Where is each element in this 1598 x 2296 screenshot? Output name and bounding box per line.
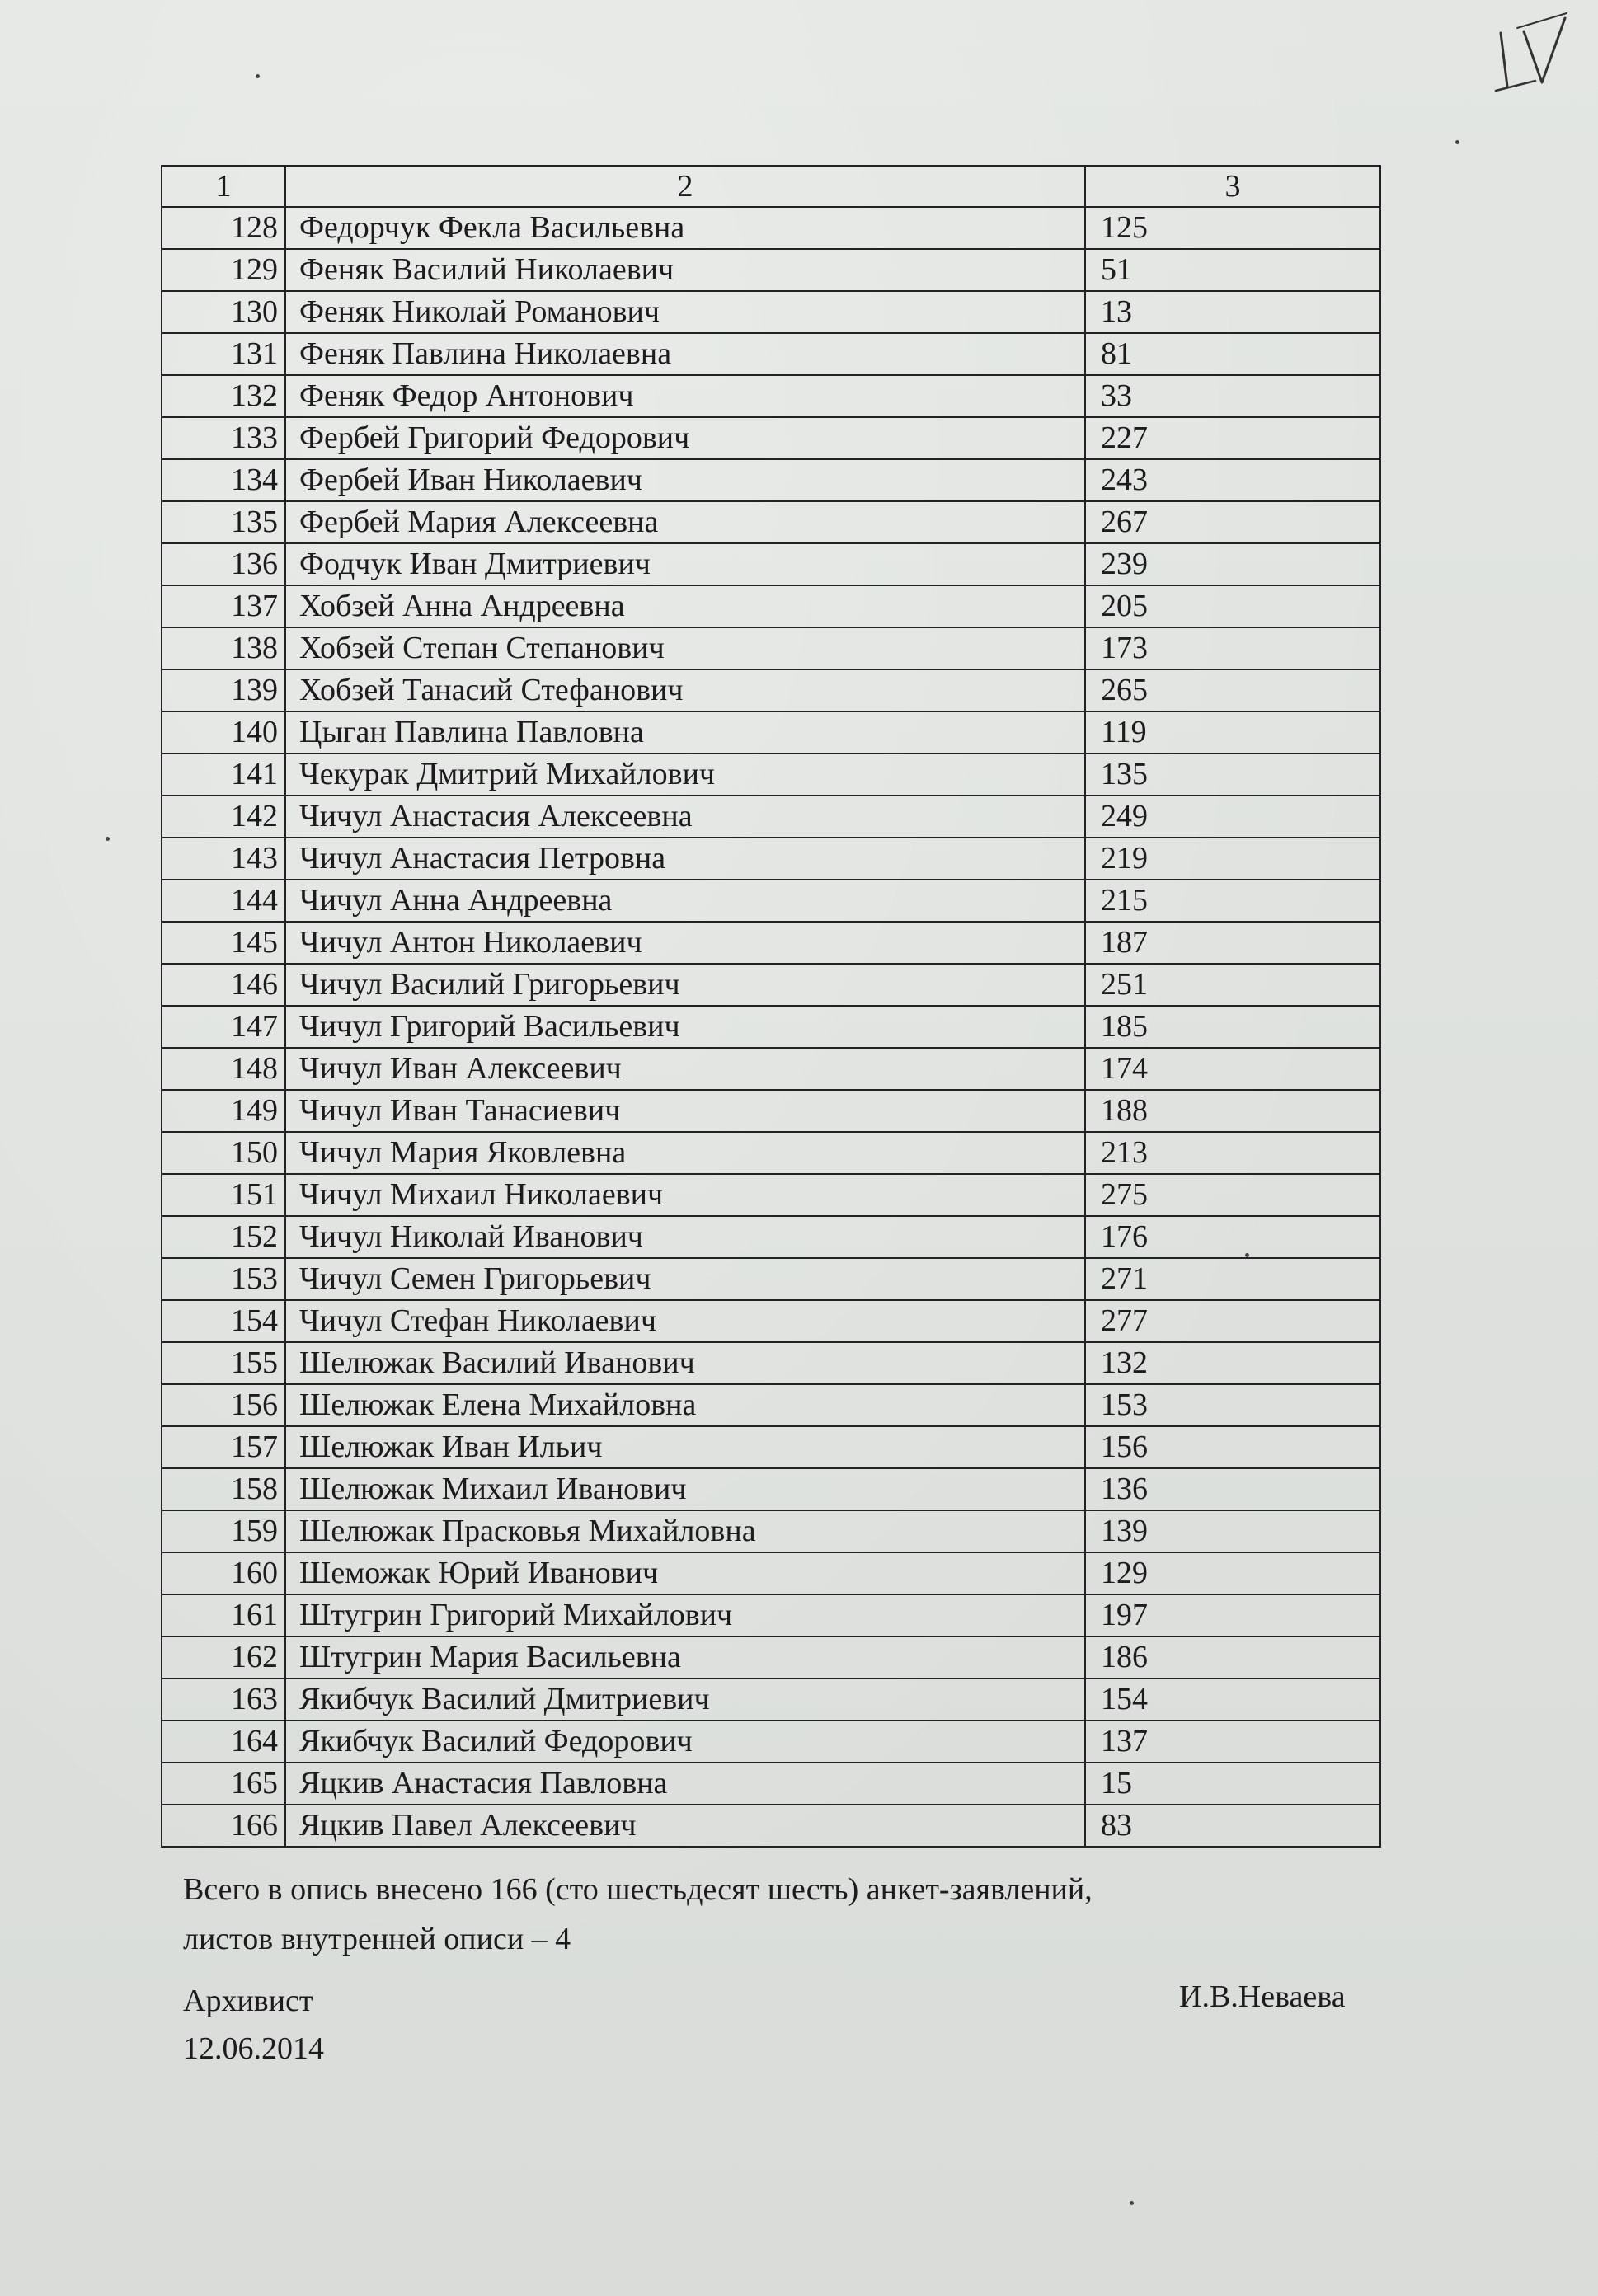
row-value: 139 (1085, 1510, 1380, 1552)
row-number: 130 (162, 291, 285, 333)
row-full-name: Чичул Михаил Николаевич (285, 1174, 1085, 1216)
row-number: 138 (162, 627, 285, 669)
table-row (162, 1048, 1380, 1090)
row-number: 134 (162, 459, 285, 501)
row-number: 139 (162, 669, 285, 711)
row-number: 141 (162, 754, 285, 796)
scan-speck (106, 837, 110, 841)
row-number: 146 (162, 964, 285, 1006)
row-number: 142 (162, 796, 285, 838)
row-full-name: Хобзей Танасий Стефанович (285, 669, 1085, 711)
table-header-row (162, 166, 1380, 207)
row-value: 81 (1085, 333, 1380, 375)
row-full-name: Шелюжак Михаил Иванович (285, 1468, 1085, 1510)
table-row (162, 880, 1380, 922)
row-value: 205 (1085, 585, 1380, 627)
table-row (162, 1552, 1380, 1594)
table-row (162, 1805, 1380, 1847)
row-value: 156 (1085, 1426, 1380, 1468)
row-number: 129 (162, 249, 285, 291)
table-row (162, 669, 1380, 711)
row-number: 149 (162, 1090, 285, 1132)
row-value: 153 (1085, 1384, 1380, 1426)
row-value: 129 (1085, 1552, 1380, 1594)
row-number: 151 (162, 1174, 285, 1216)
row-value: 132 (1085, 1342, 1380, 1384)
row-value: 249 (1085, 796, 1380, 838)
summary-line-sheets: листов внутренней описи – 4 (183, 1922, 571, 1956)
table-row (162, 417, 1380, 459)
row-number: 158 (162, 1468, 285, 1510)
row-number: 157 (162, 1426, 285, 1468)
row-value: 251 (1085, 964, 1380, 1006)
row-number: 160 (162, 1552, 285, 1594)
row-full-name: Чичул Стефан Николаевич (285, 1300, 1085, 1342)
table-row (162, 291, 1380, 333)
row-full-name: Чичул Григорий Васильевич (285, 1006, 1085, 1048)
row-value: 51 (1085, 249, 1380, 291)
row-value: 136 (1085, 1468, 1380, 1510)
column-header-number: 1 (162, 166, 285, 207)
row-value: 215 (1085, 880, 1380, 922)
row-full-name: Шелюжак Елена Михайловна (285, 1384, 1085, 1426)
row-number: 156 (162, 1384, 285, 1426)
row-number: 133 (162, 417, 285, 459)
table-row (162, 964, 1380, 1006)
table-row (162, 1468, 1380, 1510)
row-full-name: Феняк Николай Романович (285, 291, 1085, 333)
column-header-value: 3 (1085, 166, 1380, 207)
row-number: 164 (162, 1721, 285, 1763)
table-row (162, 796, 1380, 838)
table-row (162, 1174, 1380, 1216)
table-row (162, 1006, 1380, 1048)
table-row (162, 754, 1380, 796)
row-full-name: Чичул Анастасия Алексеевна (285, 796, 1085, 838)
row-value: 173 (1085, 627, 1380, 669)
table-row (162, 1216, 1380, 1258)
table-row (162, 627, 1380, 669)
table-row (162, 1132, 1380, 1174)
table-row (162, 1510, 1380, 1552)
row-full-name: Чичул Анастасия Петровна (285, 838, 1085, 880)
row-number: 144 (162, 880, 285, 922)
row-full-name: Фербей Мария Алексеевна (285, 501, 1085, 543)
table-row (162, 1258, 1380, 1300)
row-value: 137 (1085, 1721, 1380, 1763)
scan-speck (1455, 140, 1459, 144)
table-row (162, 838, 1380, 880)
scan-speck (1245, 1253, 1249, 1257)
row-full-name: Феняк Федор Антонович (285, 375, 1085, 417)
row-full-name: Яцкив Павел Алексеевич (285, 1805, 1085, 1847)
column-header-name: 2 (285, 166, 1085, 207)
row-number: 161 (162, 1594, 285, 1636)
row-value: 119 (1085, 711, 1380, 754)
row-full-name: Феняк Василий Николаевич (285, 249, 1085, 291)
row-value: 135 (1085, 754, 1380, 796)
row-value: 174 (1085, 1048, 1380, 1090)
row-full-name: Чичул Иван Алексеевич (285, 1048, 1085, 1090)
table-row (162, 922, 1380, 964)
table-row (162, 543, 1380, 585)
table-row (162, 1594, 1380, 1636)
table-row (162, 501, 1380, 543)
row-value: 125 (1085, 207, 1380, 249)
table-row (162, 375, 1380, 417)
table-row (162, 1342, 1380, 1384)
inventory-table (161, 165, 1381, 1848)
row-full-name: Хобзей Степан Степанович (285, 627, 1085, 669)
row-full-name: Федорчук Фекла Васильевна (285, 207, 1085, 249)
table-row (162, 711, 1380, 754)
row-value: 243 (1085, 459, 1380, 501)
row-number: 131 (162, 333, 285, 375)
row-number: 147 (162, 1006, 285, 1048)
row-number: 145 (162, 922, 285, 964)
row-number: 140 (162, 711, 285, 754)
row-number: 154 (162, 1300, 285, 1342)
table-row (162, 1384, 1380, 1426)
row-value: 13 (1085, 291, 1380, 333)
table-row (162, 333, 1380, 375)
row-number: 136 (162, 543, 285, 585)
row-number: 143 (162, 838, 285, 880)
row-full-name: Штугрин Мария Васильевна (285, 1636, 1085, 1679)
row-value: 83 (1085, 1805, 1380, 1847)
scan-speck (1130, 2201, 1134, 2205)
table-row (162, 1679, 1380, 1721)
row-number: 153 (162, 1258, 285, 1300)
table-row (162, 585, 1380, 627)
roman-numeral-four-sketch (1484, 8, 1575, 99)
row-value: 154 (1085, 1679, 1380, 1721)
row-number: 163 (162, 1679, 285, 1721)
row-number: 132 (162, 375, 285, 417)
row-number: 162 (162, 1636, 285, 1679)
table-row (162, 1426, 1380, 1468)
row-value: 267 (1085, 501, 1380, 543)
row-number: 165 (162, 1763, 285, 1805)
row-number: 155 (162, 1342, 285, 1384)
row-value: 219 (1085, 838, 1380, 880)
row-full-name: Шелюжак Василий Иванович (285, 1342, 1085, 1384)
row-full-name: Чичул Николай Иванович (285, 1216, 1085, 1258)
row-full-name: Чичул Семен Григорьевич (285, 1258, 1085, 1300)
row-full-name: Фербей Григорий Федорович (285, 417, 1085, 459)
table-row (162, 1721, 1380, 1763)
archivist-name: И.В.Неваева (1179, 1979, 1346, 2014)
handwritten-page-mark (1484, 8, 1575, 99)
row-value: 187 (1085, 922, 1380, 964)
row-number: 159 (162, 1510, 285, 1552)
row-full-name: Чекурак Дмитрий Михайлович (285, 754, 1085, 796)
row-full-name: Фербей Иван Николаевич (285, 459, 1085, 501)
row-value: 271 (1085, 1258, 1380, 1300)
row-full-name: Цыган Павлина Павловна (285, 711, 1085, 754)
row-number: 128 (162, 207, 285, 249)
row-full-name: Шеможак Юрий Иванович (285, 1552, 1085, 1594)
row-full-name: Чичул Антон Николаевич (285, 922, 1085, 964)
row-number: 150 (162, 1132, 285, 1174)
summary-line-total: Всего в опись внесено 166 (сто шестьдесят шесть) анкет-заявлений, (183, 1872, 1093, 1907)
row-value: 188 (1085, 1090, 1380, 1132)
row-full-name: Шелюжак Иван Ильич (285, 1426, 1085, 1468)
row-value: 239 (1085, 543, 1380, 585)
row-full-name: Якибчук Василий Федорович (285, 1721, 1085, 1763)
row-number: 152 (162, 1216, 285, 1258)
table-row (162, 1090, 1380, 1132)
row-full-name: Штугрин Григорий Михайлович (285, 1594, 1085, 1636)
table-row (162, 1636, 1380, 1679)
table-row (162, 207, 1380, 249)
row-full-name: Чичул Анна Андреевна (285, 880, 1085, 922)
row-value: 213 (1085, 1132, 1380, 1174)
row-full-name: Яцкив Анастасия Павловна (285, 1763, 1085, 1805)
row-number: 166 (162, 1805, 285, 1847)
row-value: 176 (1085, 1216, 1380, 1258)
scan-speck (256, 74, 260, 78)
row-number: 137 (162, 585, 285, 627)
row-full-name: Шелюжак Прасковья Михайловна (285, 1510, 1085, 1552)
row-value: 15 (1085, 1763, 1380, 1805)
row-full-name: Чичул Мария Яковлевна (285, 1132, 1085, 1174)
row-value: 33 (1085, 375, 1380, 417)
archivist-role: Архивист (183, 1984, 313, 2018)
row-value: 186 (1085, 1636, 1380, 1679)
row-number: 135 (162, 501, 285, 543)
row-full-name: Феняк Павлина Николаевна (285, 333, 1085, 375)
row-number: 148 (162, 1048, 285, 1090)
row-full-name: Якибчук Василий Дмитриевич (285, 1679, 1085, 1721)
table-row (162, 459, 1380, 501)
row-full-name: Чичул Иван Танасиевич (285, 1090, 1085, 1132)
row-value: 275 (1085, 1174, 1380, 1216)
row-value: 265 (1085, 669, 1380, 711)
table-row (162, 249, 1380, 291)
table-row (162, 1763, 1380, 1805)
row-value: 277 (1085, 1300, 1380, 1342)
row-full-name: Фодчук Иван Дмитриевич (285, 543, 1085, 585)
row-value: 197 (1085, 1594, 1380, 1636)
summary-block (183, 1865, 1093, 1964)
archivist-date: 12.06.2014 (183, 2031, 324, 2066)
row-value: 227 (1085, 417, 1380, 459)
table-row (162, 1300, 1380, 1342)
row-value: 185 (1085, 1006, 1380, 1048)
row-full-name: Хобзей Анна Андреевна (285, 585, 1085, 627)
row-full-name: Чичул Василий Григорьевич (285, 964, 1085, 1006)
